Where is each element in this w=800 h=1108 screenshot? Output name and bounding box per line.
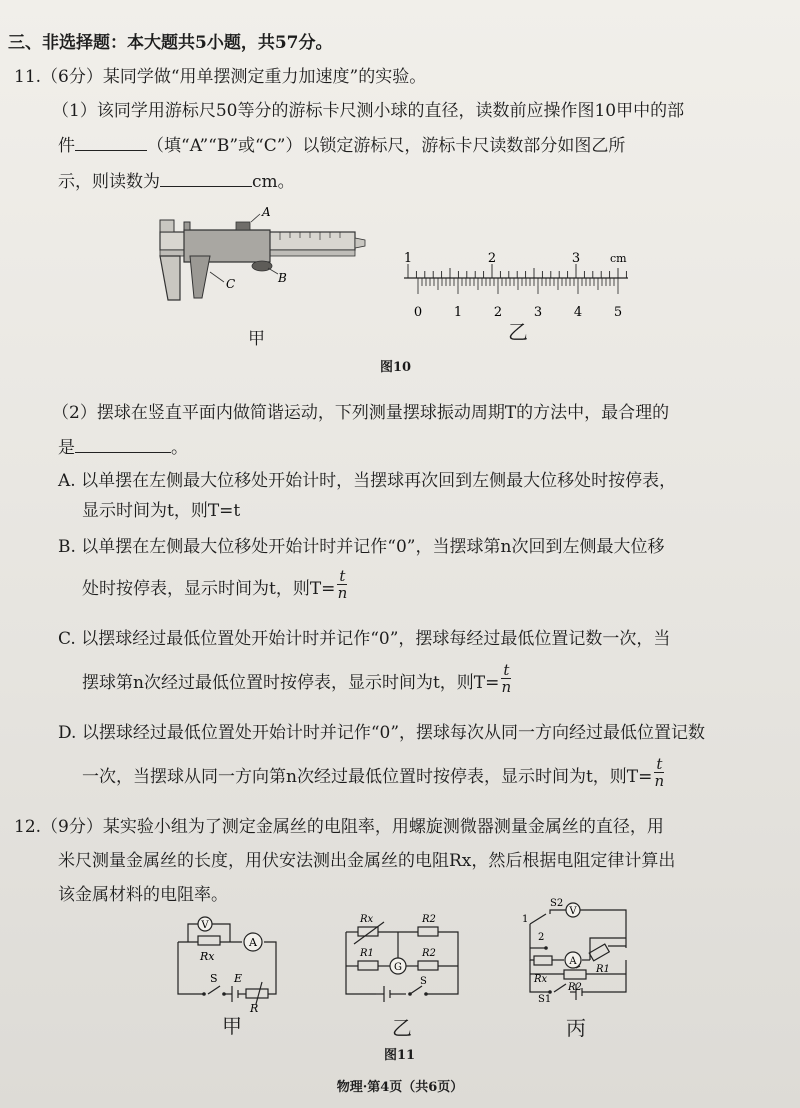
circuit-bing — [520, 900, 640, 1004]
frac-denominator: n — [501, 678, 512, 696]
frac-numerator: t — [503, 661, 510, 679]
resistor-r2-label: R2 — [422, 948, 436, 959]
frac-denominator: n — [337, 584, 348, 602]
main-scale — [408, 264, 626, 278]
voltmeter-label: V — [201, 920, 209, 931]
vernier-scale — [418, 278, 618, 294]
vernier-tick-label: 3 — [533, 305, 543, 320]
option-a-line1: A. 以单摆在左侧最大位移处开始计时，当摆球再次回到左侧最大位移处时按停表， — [58, 471, 677, 491]
option-b-line1: B. 以单摆在左侧最大位移处开始计时并记作“0”，当摆球第n次回到左侧最大位移 — [58, 537, 665, 557]
q11-p1-line3-post: cm。 — [252, 172, 295, 192]
option-c-line2 — [82, 661, 512, 696]
q11-p1-line1: （1）该同学用游标尺50等分的游标卡尺测小球的直径，读数前应操作图10甲中的部 — [52, 101, 685, 121]
option-d-line2-text: 一次，当摆球从同一方向第n次经过最低位置时按停表，显示时间为t，则T= — [82, 767, 653, 787]
ammeter-label: A — [569, 956, 577, 967]
q11-p2-line2-post: 。 — [171, 438, 188, 458]
q11-p1-line2-post: （填“A”“B”或“C”）以锁定游标尺，游标卡尺读数部分如图乙所 — [147, 136, 626, 156]
q11-p2-line1: （2）摆球在竖直平面内做简谐运动，下列测量摆球振动周期T的方法中，最合理的 — [52, 403, 670, 423]
resistor-r2-label: R2 — [422, 914, 436, 925]
option-b-line2-text: 处时按停表，显示时间为t，则T= — [82, 579, 336, 599]
fraction-t-over-n — [654, 756, 664, 789]
frac-numerator: t — [339, 567, 346, 585]
main-tick-label: 3 — [571, 251, 581, 266]
switch-pos-1-label: 1 — [522, 914, 529, 925]
vernier-tick-label: 0 — [413, 305, 423, 320]
frac-denominator: n — [654, 772, 665, 790]
part-label-b: B — [278, 271, 287, 285]
option-c-line2-text: 摆球第n次经过最低位置时按停表，显示时间为t，则T= — [82, 673, 500, 693]
part-label-c: C — [226, 277, 236, 291]
vernier-scale-reading — [396, 238, 646, 324]
galvanometer-label: G — [394, 962, 402, 973]
emf-e-label: E — [234, 972, 243, 985]
q11-head: 11.（6分）某同学做“用单摆测定重力加速度”的实验。 — [14, 67, 427, 87]
part-label-a: A — [262, 205, 271, 219]
switch-s-label: S — [420, 976, 427, 987]
rheostat-r-label: R — [250, 1002, 259, 1015]
q11-p1-line3 — [58, 170, 295, 193]
page-footer: 物理·第4页（共6页） — [336, 1080, 464, 1095]
option-d-line2 — [82, 755, 665, 790]
resistor-rx-label: Rx — [200, 950, 215, 963]
ammeter-label: A — [249, 936, 257, 949]
q12-line3: 该金属材料的电阻率。 — [58, 885, 228, 905]
vernier-tick-label: 5 — [613, 305, 623, 320]
fraction-t-over-n — [501, 662, 511, 695]
answer-blank-reading[interactable] — [160, 170, 252, 187]
q12-head: 12.（9分）某实验小组为了测定金属丝的电阻率，用螺旋测微器测量金属丝的直径，用 — [14, 817, 664, 837]
vernier-caliper-figure — [150, 200, 370, 310]
vernier-tick-label: 2 — [493, 305, 503, 320]
q11-p1-line2-pre: 件 — [58, 136, 75, 156]
circuit-jia — [168, 908, 288, 1015]
vernier-tick-label: 4 — [573, 305, 583, 320]
frac-numerator: t — [656, 755, 663, 773]
fig11-label-yi: 乙 — [392, 1016, 412, 1040]
option-d-line1: D. 以摆球经过最低位置处开始计时并记作“0”，摆球每次从同一方向经过最低位置记数 — [58, 723, 706, 743]
resistor-rx-label: Rx — [534, 974, 548, 985]
main-tick-label: 2 — [487, 251, 497, 266]
resistor-r1-label: R1 — [596, 964, 610, 975]
fig11-label-bing: 丙 — [566, 1016, 586, 1040]
fraction-t-over-n — [337, 568, 347, 601]
fig10-caption: 图10 — [380, 360, 412, 375]
switch-s-label: S — [210, 972, 218, 985]
fig10-label-yi: 乙 — [508, 320, 528, 344]
q12-line2: 米尺测量金属丝的长度，用伏安法测出金属丝的电阻Rx，然后根据电阻定律计算出 — [58, 851, 676, 871]
fig10-label-jia: 甲 — [248, 329, 265, 349]
voltmeter-label: V — [569, 906, 577, 917]
q11-p2-line2 — [58, 436, 188, 459]
fig11-caption: 图11 — [384, 1048, 416, 1063]
fig11-label-jia: 甲 — [222, 1014, 242, 1038]
answer-blank-part[interactable] — [75, 134, 147, 151]
q11-p1-line2 — [58, 134, 625, 157]
switch-s1-label: S1 — [538, 994, 552, 1005]
option-b-line2 — [82, 567, 348, 602]
switch-s2-label: S2 — [550, 898, 564, 909]
main-unit-label: cm — [610, 252, 627, 265]
q11-p1-line3-pre: 示，则读数为 — [58, 172, 160, 192]
q11-p2-line2-pre: 是 — [58, 438, 75, 458]
vernier-tick-label: 1 — [453, 305, 463, 320]
circuit-yi — [340, 908, 470, 1004]
resistor-r2-label: R2 — [568, 982, 582, 993]
switch-pos-2-label: 2 — [538, 932, 545, 943]
resistor-rx-label: Rx — [360, 914, 374, 925]
option-a-line2: 显示时间为t，则T=t — [82, 501, 241, 521]
answer-blank-method[interactable] — [75, 436, 171, 453]
resistor-r1-label: R1 — [360, 948, 374, 959]
section-title: 三、非选择题：本大题共5小题，共57分。 — [8, 33, 333, 53]
main-tick-label: 1 — [403, 251, 413, 266]
option-c-line1: C. 以摆球经过最低位置处开始计时并记作“0”，摆球每经过最低位置记数一次，当 — [58, 629, 671, 649]
